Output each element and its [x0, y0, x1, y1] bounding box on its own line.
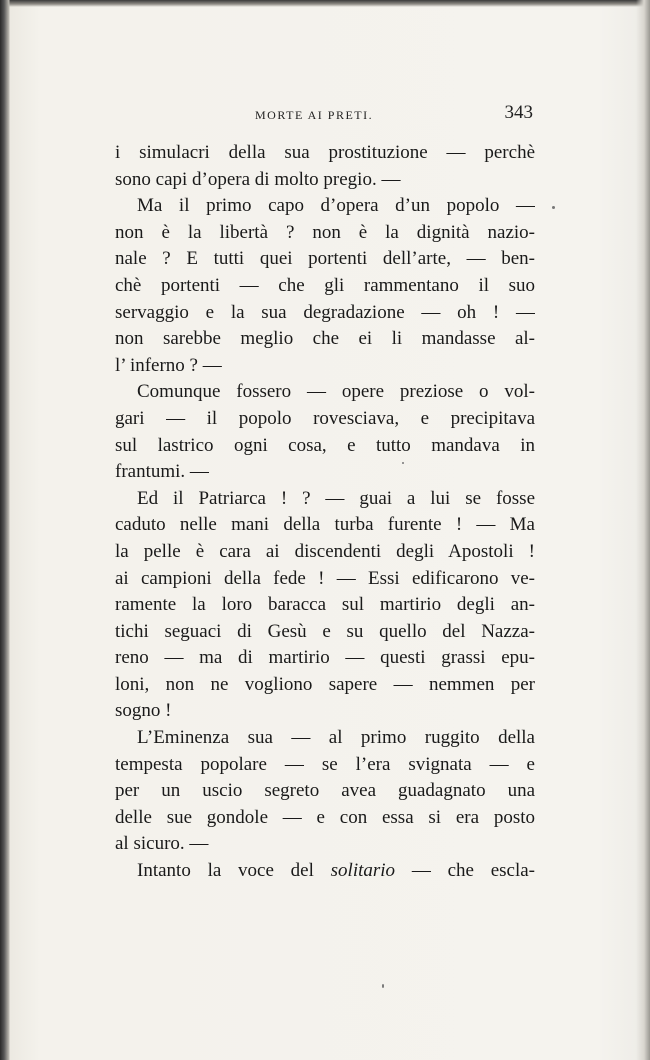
- text-line: loni, non ne vogliono sapere — nemmen per: [115, 673, 535, 695]
- text-line: non è la libertà ? non è la dignità nazio-: [115, 221, 535, 243]
- paper-speck: [402, 462, 404, 464]
- text-line: ai campioni della fede ! — Essi edificarono ve-: [115, 567, 535, 589]
- text-line: tichi seguaci di Gesù e su quello del Nazza-: [115, 620, 535, 642]
- text-line: ramente la loro baracca sul martirio degli an-: [115, 594, 535, 616]
- page-header: [115, 102, 535, 128]
- text-line: caduto nelle mani della turba furente ! — Ma: [115, 514, 535, 536]
- final-line-before: Intanto la voce del: [137, 860, 331, 882]
- text-line: sono capi d’opera di molto pregio. —: [115, 168, 401, 190]
- text-line: servaggio e la sua degradazione — oh ! —: [115, 301, 535, 323]
- paper-speck: [552, 206, 555, 209]
- text-line: chè portenti — che gli rammentano il suo: [115, 274, 535, 296]
- final-line-after: — che escla-: [395, 860, 535, 882]
- italic-word-solitario: solitario: [330, 860, 396, 882]
- text-line: i simulacri della sua prostituzione — perchè: [115, 142, 535, 163]
- text-line: frantumi. —: [115, 461, 209, 483]
- running-head: MORTE AI PRETI.: [255, 108, 374, 122]
- text-line: l’ inferno ? —: [115, 354, 222, 376]
- text-line: reno — ma di martirio — questi grassi epu-: [115, 647, 535, 669]
- text-line: gari — il popolo rovesciava, e precipitava: [115, 407, 535, 429]
- text-line: la pelle è cara ai discendenti degli Apostoli !: [115, 540, 535, 562]
- body-text: [115, 140, 535, 885]
- text-line: non sarebbe meglio che ei li mandasse al-: [115, 328, 535, 350]
- text-line: sogno !: [115, 700, 172, 722]
- text-line: sul lastrico ogni cosa, e tutto mandava in: [115, 434, 535, 456]
- page-number: 343: [504, 102, 533, 123]
- page-right-edge: [636, 0, 650, 1060]
- text-line-final: [115, 858, 535, 885]
- text-line: delle sue gondole — e con essa si era posto: [115, 806, 535, 828]
- text-line: per un uscio segreto avea guadagnato una: [115, 780, 535, 802]
- text-line: nale ? E tutti quei portenti dell’arte, — ben-: [115, 248, 535, 270]
- text-line: Ed il Patriarca ! ? — guai a lui se fosse: [137, 487, 535, 509]
- text-line: tempesta popolare — se l’era svignata — e: [115, 753, 535, 775]
- text-line: Ma il primo capo d’opera d’un popolo —: [137, 195, 535, 217]
- paper-speck: [382, 984, 384, 988]
- text-line: Comunque fossero — opere preziose o vol-: [137, 381, 535, 403]
- page-top-edge: [0, 0, 650, 7]
- text-line: L’Eminenza sua — al primo ruggito della: [137, 727, 535, 749]
- text-line: al sicuro. —: [115, 833, 209, 855]
- page-binding-edge: [0, 0, 10, 1060]
